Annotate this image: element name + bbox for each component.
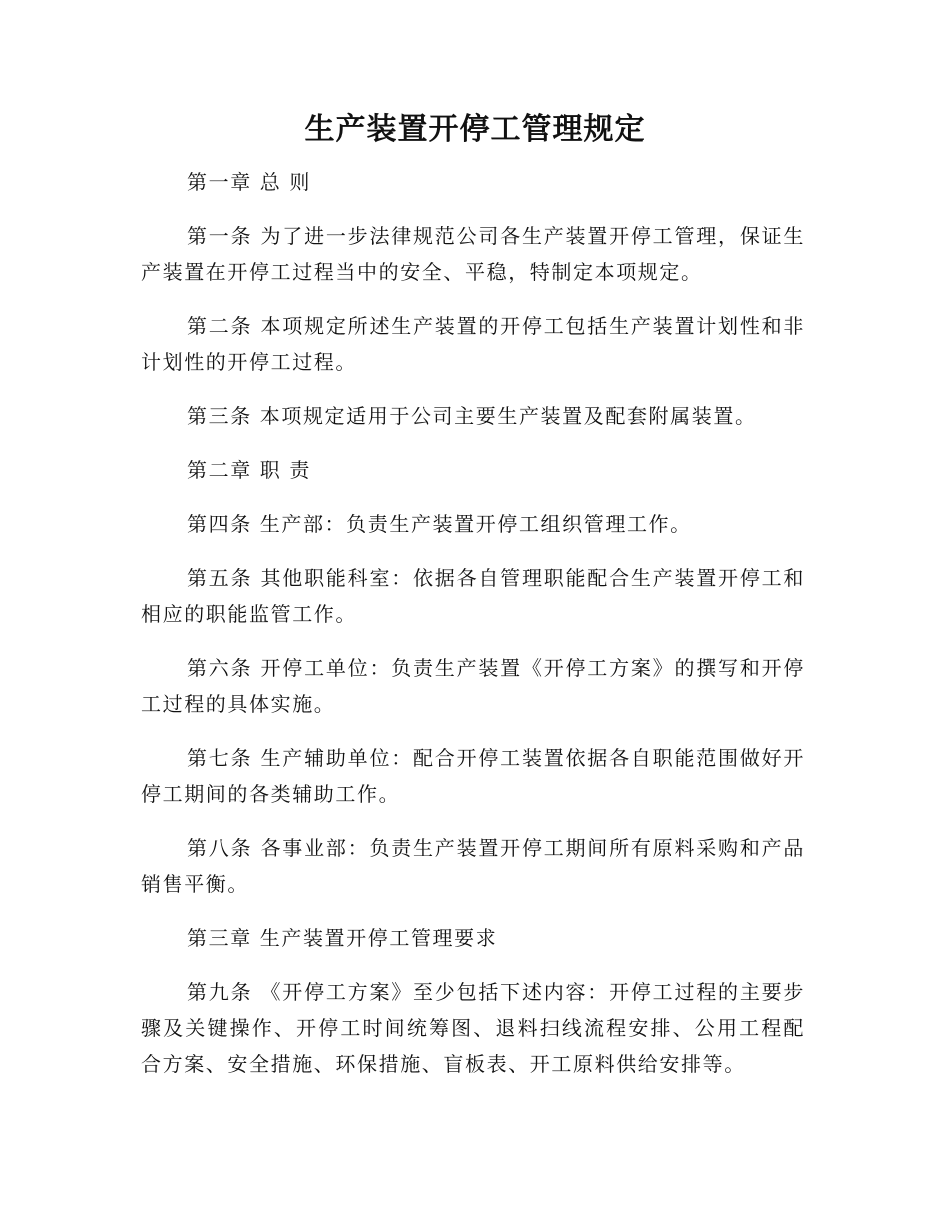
document-title: 生产装置开停工管理规定 (304, 112, 646, 147)
article-paragraph: 第七条 生产辅助单位：配合开停工装置依据各自职能范围做好开停工期间的各类辅助工作。 (141, 746, 805, 806)
article-paragraph: 第八条 各事业部：负责生产装置开停工期间所有原料采购和产品销售平衡。 (141, 836, 805, 896)
chapter-heading: 第一章 总 则 (187, 170, 311, 194)
article-paragraph: 第五条 其他职能科室：依据各自管理职能配合生产装置开停工和相应的职能监管工作。 (141, 566, 805, 626)
document-body (141, 164, 805, 1100)
article-paragraph: 第六条 开停工单位：负责生产装置《开停工方案》的撰写和开停工过程的具体实施。 (141, 656, 805, 716)
article-paragraph: 第一条 为了进一步法律规范公司各生产装置开停工管理，保证生产装置在开停工过程当中的安全、平稳，特制定本项规定。 (141, 224, 805, 284)
chapter-heading: 第三章 生产装置开停工管理要求 (187, 926, 498, 950)
chapter-heading: 第二章 职 责 (187, 458, 311, 482)
article-paragraph: 第三条 本项规定适用于公司主要生产装置及配套附属装置。 (187, 404, 757, 428)
article-paragraph: 第九条 《开停工方案》至少包括下述内容：开停工过程的主要步骤及关键操作、开停工时间统筹图、退料扫线流程安排、公用工程配合方案、安全措施、环保措施、盲板表、开工原料供给安排等。 (141, 980, 805, 1076)
article-paragraph: 第四条 生产部：负责生产装置开停工组织管理工作。 (187, 512, 692, 536)
article-paragraph: 第二条 本项规定所述生产装置的开停工包括生产装置计划性和非计划性的开停工过程。 (141, 314, 805, 374)
